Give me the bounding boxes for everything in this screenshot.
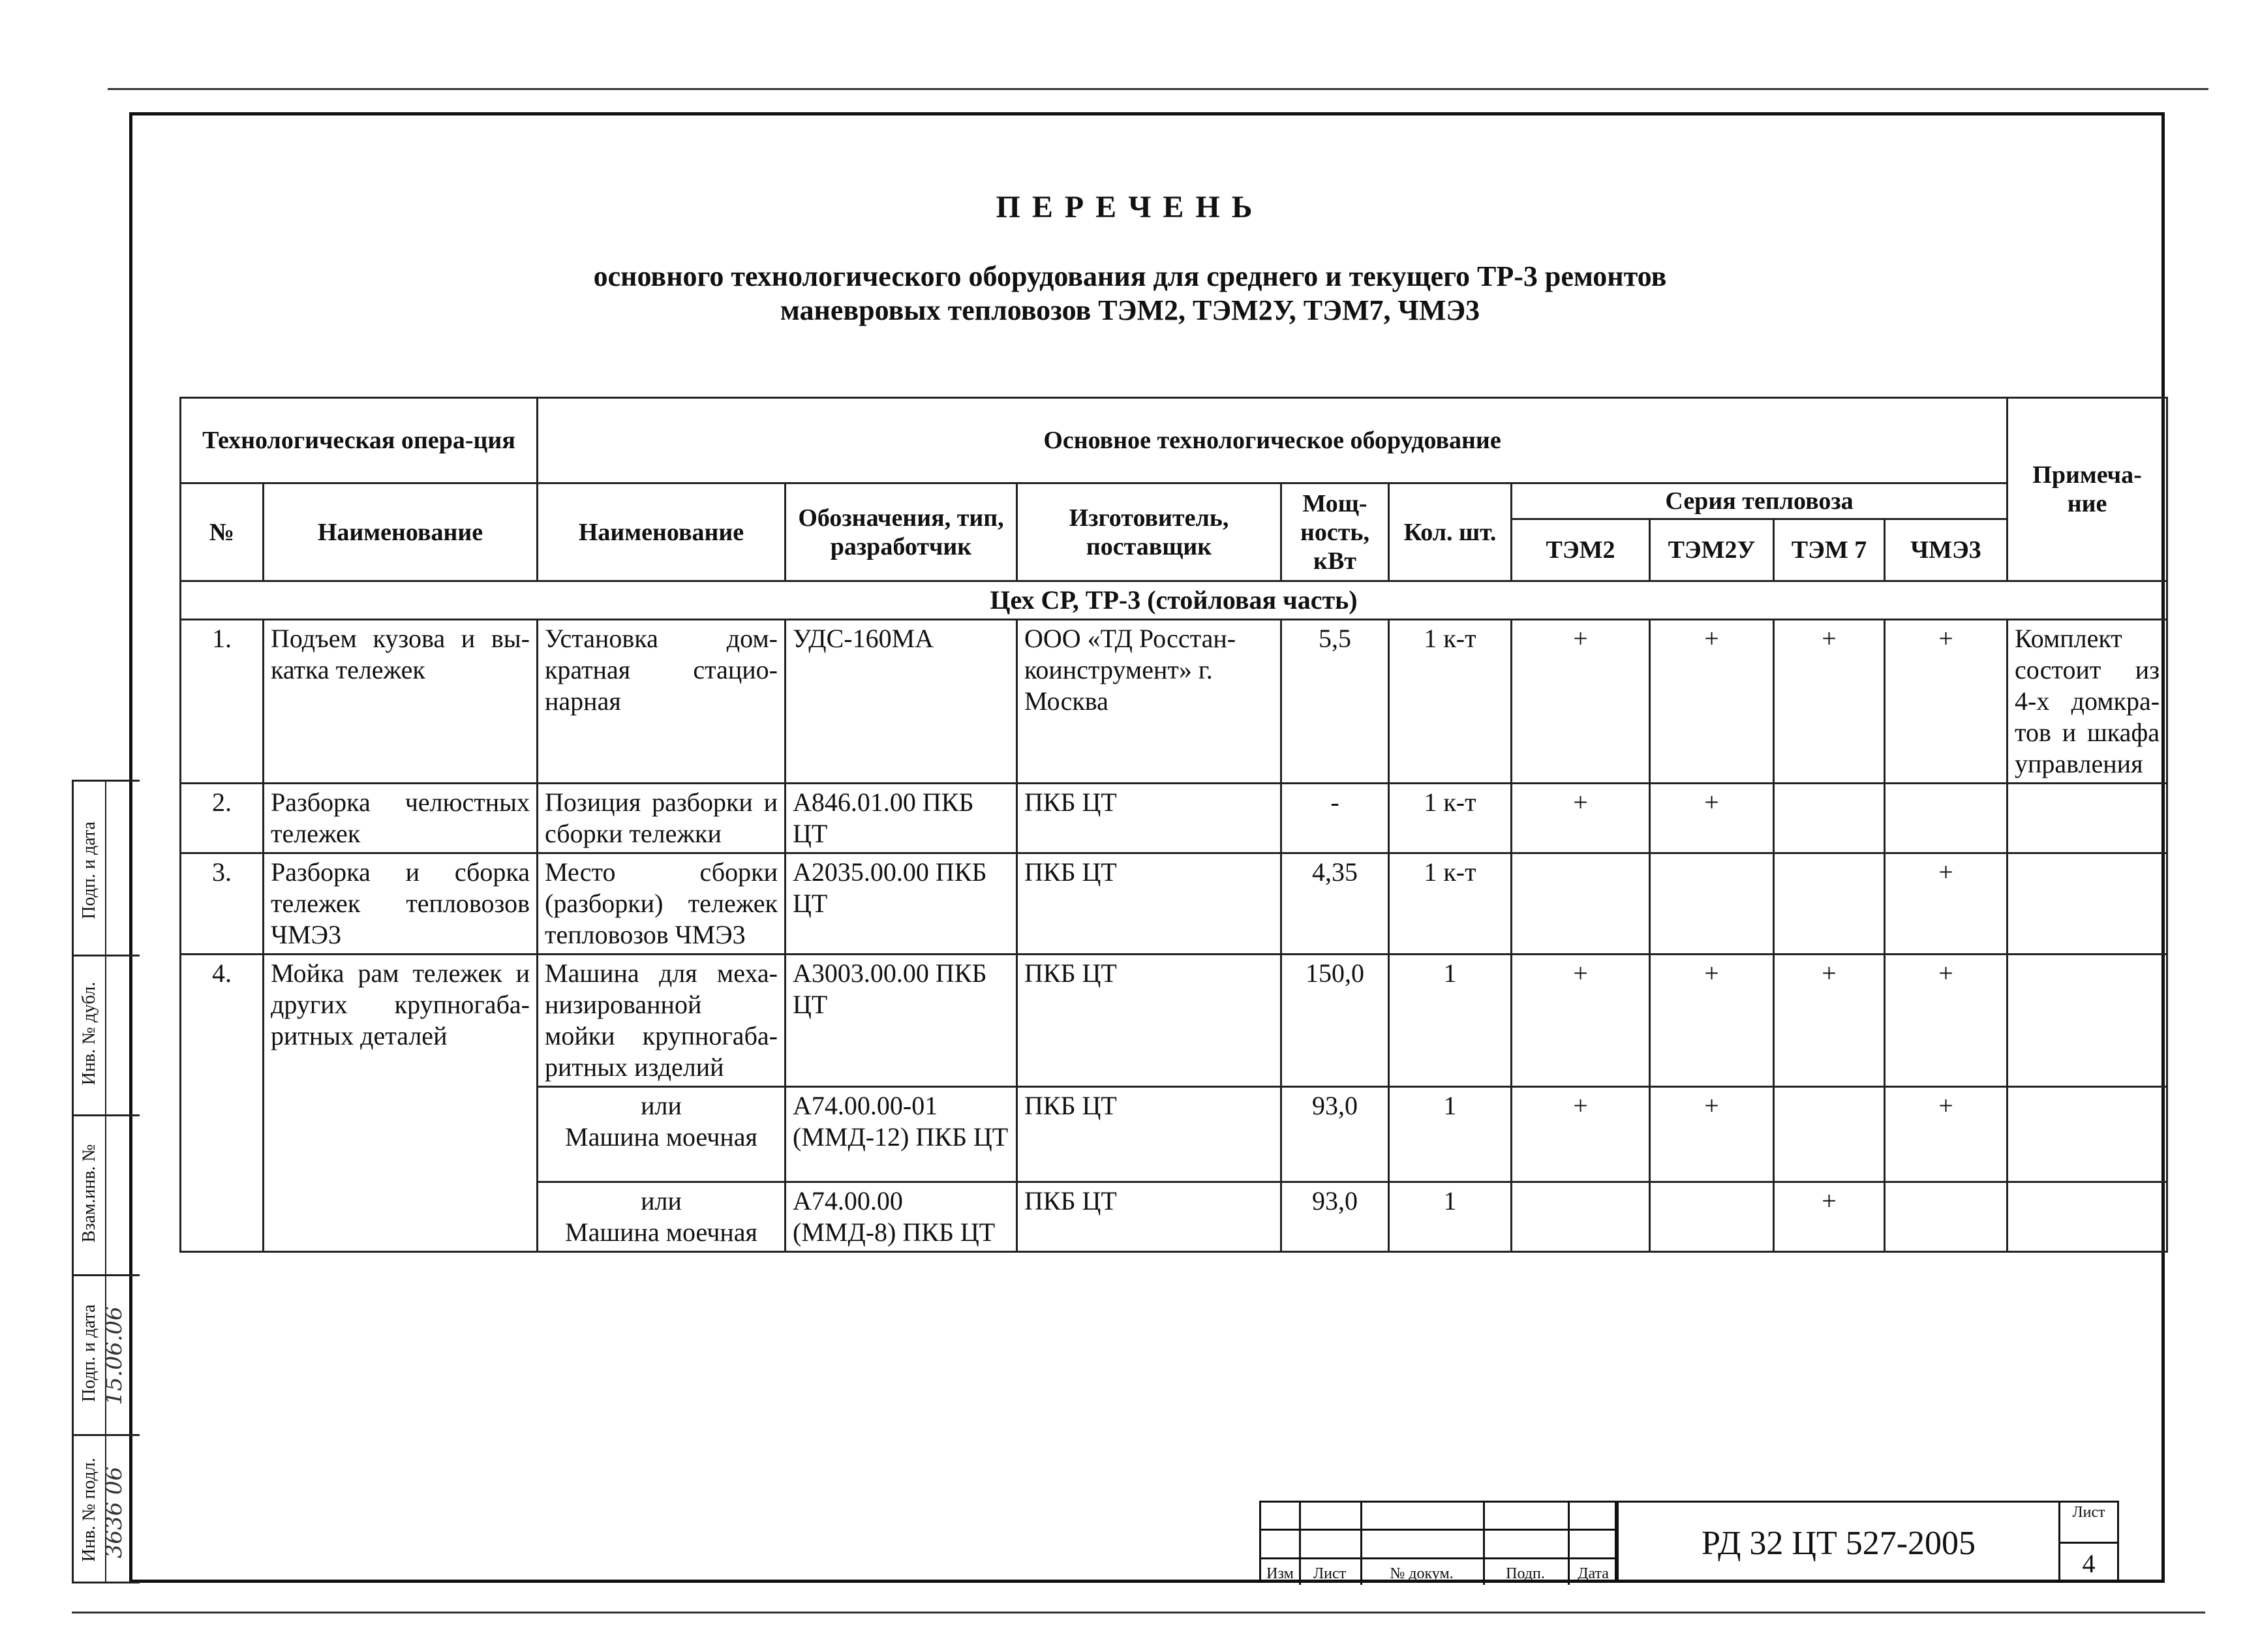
- title-block: [1259, 1501, 2165, 1583]
- header-series-chme3: ЧМЭ3: [1885, 519, 2008, 581]
- header-row-1: [181, 398, 2167, 483]
- row-power: 5,5: [1281, 620, 1389, 784]
- section-row: [181, 581, 2167, 620]
- handwritten-inv-number: 3636 06: [101, 1466, 127, 1559]
- equipment-table: [179, 397, 2168, 1253]
- row-equipment: Место сборки (разборки) тележек тепловозов ЧМЭ3: [538, 853, 786, 955]
- row-maker: ПКБ ЦТ: [1017, 955, 1281, 1087]
- label-doc-num: № докум.: [1390, 1565, 1454, 1582]
- header-series-tem2: ТЭМ2: [1512, 519, 1650, 581]
- table-row: [181, 784, 2167, 853]
- row-s1: +: [1512, 620, 1650, 784]
- row-s2: [1650, 1182, 1774, 1252]
- row-s2: [1650, 853, 1774, 955]
- row-s4: [1885, 784, 2008, 853]
- row-s1: +: [1512, 955, 1650, 1087]
- row-power: 150,0: [1281, 955, 1389, 1087]
- row-s1: [1512, 853, 1650, 955]
- row-operation: Подъем кузова и вы-катка тележек: [264, 620, 538, 784]
- side-label-replace-inv: Взам.инв. №: [79, 1144, 99, 1243]
- row-qty: 1: [1389, 955, 1512, 1087]
- row-equipment: [538, 1182, 786, 1252]
- row-note: [2008, 1182, 2167, 1252]
- header-series-tem7: ТЭМ 7: [1774, 519, 1885, 581]
- row-s3: [1774, 1087, 1885, 1182]
- row-equipment-name: Машина моечная: [565, 1217, 757, 1247]
- subtitle-line-2: маневровых тепловозов ТЭМ2, ТЭМ2У, ТЭМ7, ЧМЭ3: [780, 294, 1480, 326]
- row-note: [2008, 784, 2167, 853]
- side-label-sign-date-1: Подп. и дата: [79, 1304, 99, 1402]
- row-note: [2008, 853, 2167, 955]
- row-note: Комплект состоит из 4-х домкра-тов и шкафа управления: [2008, 620, 2167, 784]
- document-subtitle: [0, 260, 2260, 328]
- row-s4: +: [1885, 955, 2008, 1087]
- row-power: 93,0: [1281, 1182, 1389, 1252]
- header-row-2: [181, 483, 2167, 519]
- header-equipment-group: Основное технологическое оборудование: [538, 398, 2008, 483]
- row-s3: +: [1774, 1182, 1885, 1252]
- row-qty: 1: [1389, 1182, 1512, 1252]
- row-equipment-or: или: [641, 1091, 682, 1120]
- row-maker: ПКБ ЦТ: [1017, 1087, 1281, 1182]
- row-designation: А2035.00.00 ПКБ ЦТ: [786, 853, 1017, 955]
- side-approval-stamp: [72, 780, 140, 1583]
- side-label-sign-date-2: Подп. и дата: [79, 821, 99, 919]
- subtitle-line-1: основного технологического оборудования для среднего и текущего ТР-3 ремонтов: [593, 260, 1667, 292]
- row-maker: ПКБ ЦТ: [1017, 784, 1281, 853]
- row-s4: +: [1885, 1087, 2008, 1182]
- row-num: 1.: [181, 620, 264, 784]
- handwritten-date: 15.06.06: [101, 1306, 127, 1405]
- row-power: -: [1281, 784, 1389, 853]
- top-border-line: [108, 88, 2208, 90]
- row-s3: [1774, 784, 1885, 853]
- row-equipment-name: Машина моечная: [565, 1122, 757, 1152]
- row-power: 93,0: [1281, 1087, 1389, 1182]
- row-s2: +: [1650, 955, 1774, 1087]
- table-row: [181, 853, 2167, 955]
- row-s3: +: [1774, 620, 1885, 784]
- sheet-number: 4: [2060, 1542, 2117, 1587]
- row-maker: ПКБ ЦТ: [1017, 853, 1281, 955]
- sheet-label: Лист: [2072, 1504, 2105, 1521]
- row-num: 3.: [181, 853, 264, 955]
- row-operation: Разборка челюстных тележек: [264, 784, 538, 853]
- row-equipment: Установка дом-кратная стацио-нарная: [538, 620, 786, 784]
- header-eq-name: Наименование: [538, 483, 786, 581]
- revision-grid: [1259, 1501, 1617, 1583]
- header-num: №: [181, 483, 264, 581]
- row-qty: 1 к-т: [1389, 784, 1512, 853]
- document-heading: ПЕРЕЧЕНЬ: [996, 190, 1264, 224]
- row-s3: [1774, 853, 1885, 955]
- sheet-box: [2060, 1501, 2119, 1583]
- header-series-group: Серия тепловоза: [1512, 483, 2008, 519]
- row-equipment: [538, 1087, 786, 1182]
- row-num: 2.: [181, 784, 264, 853]
- row-s2: +: [1650, 620, 1774, 784]
- header-maker: Изготовитель, поставщик: [1017, 483, 1281, 581]
- header-power: Мощ-ность, кВт: [1281, 483, 1389, 581]
- header-qty: Кол. шт.: [1389, 483, 1512, 581]
- header-note: Примеча-ние: [2008, 398, 2167, 581]
- row-designation: А846.01.00 ПКБ ЦТ: [786, 784, 1017, 853]
- label-izm: Изм: [1266, 1565, 1294, 1582]
- label-sign: Подп.: [1506, 1565, 1545, 1582]
- header-series-tem2u: ТЭМ2У: [1650, 519, 1774, 581]
- row-equipment: Позиция разборки и сборки тележки: [538, 784, 786, 853]
- side-label-inv-orig: Инв. № подл.: [79, 1458, 99, 1562]
- row-equipment-or: или: [641, 1186, 682, 1216]
- header-operation-group: Технологическая опера-ция: [181, 398, 538, 483]
- header-designation: Обозначения, тип, разработчик: [786, 483, 1017, 581]
- row-equipment: Машина для меха-низированной мойки крупногаба-ритных изделий: [538, 955, 786, 1087]
- row-num: 4.: [181, 955, 264, 1252]
- row-designation: А74.00.00 (ММД-8) ПКБ ЦТ: [786, 1182, 1017, 1252]
- label-list: Лист: [1313, 1565, 1347, 1582]
- row-operation: Мойка рам тележек и других крупногаба-ритных деталей: [264, 955, 538, 1252]
- section-title: Цех СР, ТР-3 (стойловая часть): [181, 581, 2167, 620]
- row-s2: +: [1650, 1087, 1774, 1182]
- row-s4: +: [1885, 853, 2008, 955]
- row-s2: +: [1650, 784, 1774, 853]
- label-date: Дата: [1578, 1565, 1609, 1582]
- row-note: [2008, 955, 2167, 1087]
- row-designation: А74.00.00-01 (ММД-12) ПКБ ЦТ: [786, 1087, 1017, 1182]
- row-qty: 1: [1389, 1087, 1512, 1182]
- row-designation: УДС-160МА: [786, 620, 1017, 784]
- table-row: [181, 620, 2167, 784]
- row-qty: 1 к-т: [1389, 620, 1512, 784]
- row-s4: [1885, 1182, 2008, 1252]
- row-power: 4,35: [1281, 853, 1389, 955]
- row-maker: ПКБ ЦТ: [1017, 1182, 1281, 1252]
- header-op-name: Наименование: [264, 483, 538, 581]
- document-code: РД 32 ЦТ 527-2005: [1617, 1501, 2060, 1583]
- row-s1: +: [1512, 1087, 1650, 1182]
- row-note: [2008, 1087, 2167, 1182]
- row-s1: +: [1512, 784, 1650, 853]
- row-qty: 1 к-т: [1389, 853, 1512, 955]
- row-s4: +: [1885, 620, 2008, 784]
- side-label-inv-dup: Инв. № дубл.: [79, 981, 99, 1086]
- row-designation: А3003.00.00 ПКБ ЦТ: [786, 955, 1017, 1087]
- bottom-border-line: [72, 1612, 2205, 1614]
- row-s3: +: [1774, 955, 1885, 1087]
- row-s1: [1512, 1182, 1650, 1252]
- row-operation: Разборка и сборка тележек тепловозов ЧМЭ3: [264, 853, 538, 955]
- table-row: [181, 955, 2167, 1087]
- row-maker: ООО «ТД Росстан-коинструмент» г. Москва: [1017, 620, 1281, 784]
